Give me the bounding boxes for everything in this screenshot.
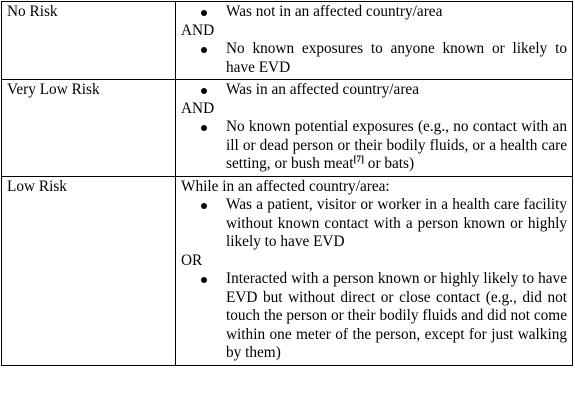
criteria-list (181, 40, 567, 77)
table-row (2, 176, 573, 365)
criteria-list (181, 196, 567, 252)
table-row (2, 80, 573, 177)
criteria-item (181, 196, 567, 252)
risk-level-label: Low Risk (7, 177, 67, 195)
criteria-text: No known potential exposures (e.g., no contact with an ill or dead person or their bodily fluids, or a health care setting, or bush meat (226, 118, 567, 172)
risk-level-cell (2, 176, 176, 365)
risk-level-cell (2, 80, 176, 177)
criteria-item (181, 3, 567, 22)
bullet-icon (201, 47, 207, 53)
criteria-list (181, 270, 567, 363)
criteria-item (181, 40, 567, 77)
criteria-cell (176, 80, 573, 177)
bullet-icon (201, 88, 207, 94)
logical-joiner: OR (181, 251, 203, 269)
criteria-cell (176, 176, 573, 365)
criteria-item (181, 81, 567, 100)
logical-joiner: AND (181, 21, 215, 39)
table-row (2, 2, 573, 80)
bullet-icon (201, 277, 207, 283)
criteria-list (181, 81, 567, 100)
bullet-icon (201, 10, 207, 16)
criteria-text: Was not in an affected country/area (226, 3, 443, 20)
criteria-list (181, 118, 567, 174)
criteria-list (181, 3, 567, 22)
criteria-item (181, 118, 567, 174)
risk-level-label: Very Low Risk (7, 81, 100, 98)
criteria-text: Was in an affected country/area (226, 81, 419, 98)
criteria-text-end: or bats) (363, 155, 415, 172)
bullet-icon (201, 203, 207, 209)
risk-level-label: No Risk (7, 3, 58, 20)
criteria-cell (176, 2, 573, 80)
logical-joiner: AND (181, 99, 215, 117)
risk-level-cell (2, 2, 176, 80)
criteria-text: Was a patient, visitor or worker in a health care facility without known contact with a person known or highly likely to have EVD (226, 196, 567, 250)
criteria-item (181, 270, 567, 363)
criteria-intro: While in an affected country/area: (181, 177, 390, 195)
criteria-text: No known exposures to anyone known or likely to have EVD (226, 40, 567, 76)
reference-link[interactable]: [7] (353, 153, 364, 164)
criteria-text: Interacted with a person known or highly likely to have EVD but without direct or close contact (e.g., did not touch the person or their bodily fluids and did not come within one meter of the person, except for just walking by them) (226, 270, 567, 361)
risk-table (1, 1, 573, 366)
bullet-icon (201, 125, 207, 131)
